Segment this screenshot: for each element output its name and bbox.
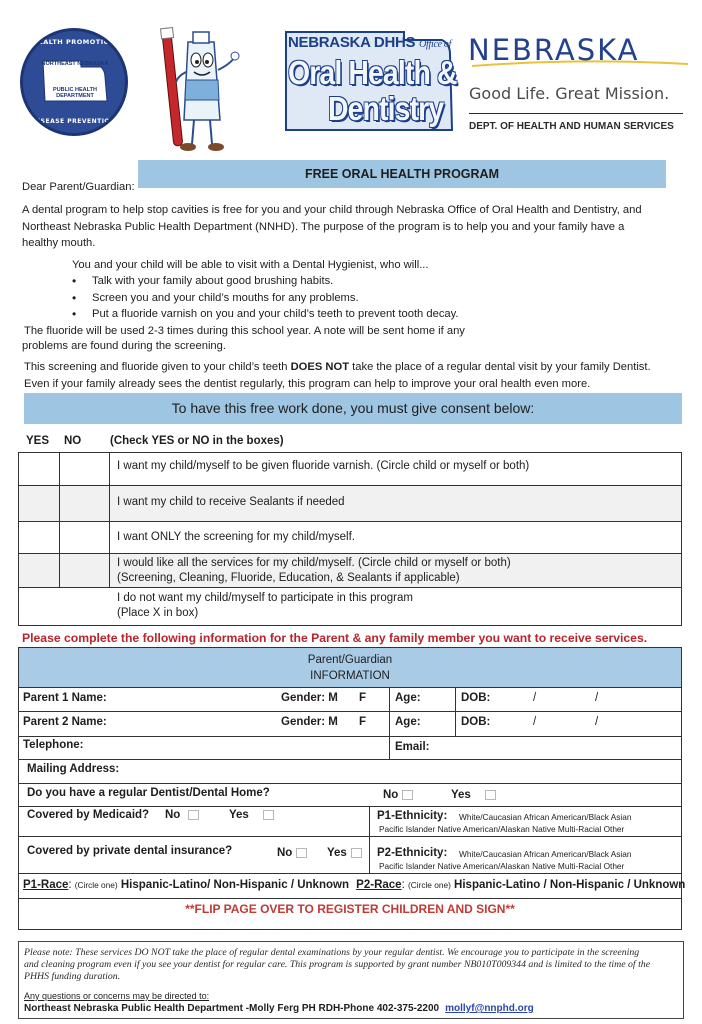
info-table-header: Parent/Guardian INFORMATION (19, 648, 681, 688)
race-row: P1-Race: (Circle one) Hispanic-Latino/ Non-Hispanic / Unknown P2-Race: (Circle one) Hispanic-Latino / Non-Hispanic / Unknown (23, 879, 686, 891)
parent-1-age-label: Age: (395, 692, 421, 704)
telephone-label: Telephone: (23, 739, 84, 751)
consent-banner: To have this free work done, you must give consent below: (24, 393, 682, 424)
medicaid-yes-checkbox[interactable] (263, 810, 274, 820)
paragraph-1-line-2: Northeast Nebraska Public Health Department (NNHD). The purpose of the program is to help you and your family have a (22, 221, 625, 233)
bullet-item: • Screen you and your child’s mouths for any problems. (92, 291, 359, 306)
footer-note-box (18, 941, 684, 1019)
hygienist-intro: You and your child will be able to visit with a Dental Hygienist, who will... (72, 259, 429, 271)
yes-column-header: YES (26, 435, 50, 447)
oral-health-logo-top: NEBRASKA DHHS Office of (288, 34, 452, 51)
medicaid-yes-option[interactable]: Yes (229, 809, 274, 821)
private-no-option[interactable]: No (277, 847, 307, 859)
medicaid-question: Covered by Medicaid? (27, 809, 150, 821)
nebraska-tagline: Good Life. Great Mission. (469, 84, 670, 103)
mailing-address-label: Mailing Address: (27, 763, 120, 775)
consent-option-sublabel: (Screening, Cleaning, Fluoride, Education, & Sealants if applicable) (117, 572, 460, 584)
nebraska-map-icon (39, 53, 111, 113)
p2-ethnicity-label: P2-Ethnicity: (377, 847, 448, 859)
dentist-no-option[interactable]: No (383, 789, 413, 801)
email-field[interactable] (439, 738, 679, 758)
dentist-no-checkbox[interactable] (402, 790, 413, 800)
footer-note-line-3: PHHS funding duration. (24, 971, 121, 982)
nebraska-divider (469, 113, 683, 114)
screening-yes-checkbox[interactable] (19, 522, 60, 553)
program-title-banner: FREE ORAL HEALTH PROGRAM (138, 160, 666, 188)
p1-race-options[interactable]: Hispanic-Latino/ Non-Hispanic / Unknown (120, 879, 349, 891)
p1-race-label: P1-Race (23, 879, 69, 891)
paragraph-1-line-3: healthy mouth. (22, 237, 96, 249)
consent-row-screening (19, 522, 681, 554)
consent-option-label: I want my child to receive Sealants if needed (117, 496, 345, 508)
parent-2-name-field[interactable] (119, 714, 269, 734)
parent-1-gender-label: Gender: M (281, 692, 338, 704)
p2-ethnicity-options-1[interactable]: White/Caucasian African American/Black Asian (459, 849, 632, 859)
questions-line: Any questions or concerns may be directed to: (24, 991, 210, 1001)
dob-separator: / (595, 692, 599, 704)
seal-bottom-text: DISEASE PREVENTION (32, 118, 116, 125)
nebraska-swoosh-icon (470, 60, 690, 68)
consent-row-fluoride (19, 453, 681, 486)
dob-separator: / (533, 716, 537, 728)
private-yes-option[interactable]: Yes (327, 847, 362, 859)
consent-option-label: I would like all the services for my child/myself. (Circle child or myself or both) (117, 557, 511, 569)
fluoride-line-1: The fluoride will be used 2-3 times during this school year. A note will be sent home if any (24, 325, 465, 337)
dentist-yes-checkbox[interactable] (485, 790, 496, 800)
oral-health-logo-line1: Oral Health & (288, 54, 457, 91)
flip-page-notice: **FLIP PAGE OVER TO REGISTER CHILDREN AND SIGN** (185, 902, 515, 916)
parent-2-age-label: Age: (395, 716, 421, 728)
parent-1-dob-label: DOB: (461, 692, 491, 704)
parent-info-table (18, 647, 686, 930)
complete-info-notice: Please complete the following information for the Parent & any family member you want to receive services. (22, 631, 648, 645)
nebraska-wordmark: NEBRASKA (468, 33, 640, 67)
parent-2-name-label: Parent 2 Name: (23, 716, 107, 728)
dob-separator: / (533, 692, 537, 704)
consent-option-label: I do not want my child/myself to participate in this program (117, 592, 413, 604)
consent-instruction: (Check YES or NO in the boxes) (110, 435, 284, 447)
fluoride-no-checkbox[interactable] (60, 453, 110, 485)
footer-note-line-2: and cleaning program even if you see your dentist for regular care. This program is supported by grant number NB010T009344 and is limited to the time of the (24, 959, 651, 970)
p2-ethnicity-options-2[interactable]: Pacific Islander Native American/Alaskan Native Multi-Racial Other (379, 861, 625, 871)
consent-option-label: I want ONLY the screening for my child/myself. (117, 531, 355, 543)
all-services-no-checkbox[interactable] (60, 554, 110, 587)
screening-no-checkbox[interactable] (60, 522, 110, 553)
parent-1-gender-f[interactable]: F (359, 692, 367, 704)
fluoride-line-2: problems are found during the screening. (22, 340, 226, 352)
consent-row-all-services (19, 554, 681, 588)
telephone-field[interactable] (99, 738, 379, 758)
contact-email-link[interactable]: mollyf@nnphd.org (445, 1003, 534, 1014)
toothbrush-mascot-icon (150, 20, 250, 160)
even-if-note: Even if your family already sees the dentist regularly, this program can help to improve your oral health even more. (24, 378, 591, 390)
dentist-yes-option[interactable]: Yes (451, 789, 496, 801)
contact-line: Northeast Nebraska Public Health Department -Molly Ferg PH RDH-Phone 402-375-2200 mollyf@nnphd.org (24, 1003, 534, 1014)
private-no-checkbox[interactable] (296, 848, 307, 858)
consent-table (18, 452, 682, 626)
email-label: Email: (395, 741, 430, 753)
consent-row-sealants (19, 486, 681, 522)
fluoride-yes-checkbox[interactable] (19, 453, 60, 485)
decline-checkbox[interactable] (19, 588, 110, 625)
consent-option-label: I want my child/myself to be given fluoride varnish. (Circle child or myself or both) (117, 460, 530, 472)
p2-race-label: P2-Race (356, 879, 402, 891)
regular-dentist-question: Do you have a regular Dentist/Dental Home? (27, 787, 270, 799)
seal-top-text: HEALTH PROMOTION (32, 38, 116, 46)
bullet-item: • Talk with your family about good brushing habits. (92, 274, 333, 289)
medicaid-no-option[interactable]: No (165, 809, 199, 821)
consent-option-sublabel: (Place X in box) (117, 607, 199, 619)
p1-ethnicity-options-2[interactable]: Pacific Islander Native American/Alaskan Native Multi-Racial Other (379, 824, 625, 834)
health-department-seal (20, 28, 128, 136)
parent-2-gender-f[interactable]: F (359, 716, 367, 728)
no-column-header: NO (64, 435, 82, 447)
p1-ethnicity-options-1[interactable]: White/Caucasian African American/Black Asian (459, 812, 632, 822)
p2-race-options[interactable]: Hispanic-Latino / Non-Hispanic / Unknown (454, 879, 686, 891)
dob-separator: / (595, 716, 599, 728)
not-replacement-note: This screening and fluoride given to your child’s teeth DOES NOT take the place of a regular dental visit by your family Dentist. (24, 361, 651, 373)
oral-health-dentistry-logo (284, 30, 457, 134)
greeting: Dear Parent/Guardian: (22, 181, 135, 193)
paragraph-1-line-1: A dental program to help stop cavities is free for you and your child through Nebraska Office of Oral Health and Dentistry, and (22, 204, 642, 216)
sealants-no-checkbox[interactable] (60, 486, 110, 521)
bullet-item: • Put a fluoride varnish on you and your child’s teeth to prevent tooth decay. (92, 307, 459, 322)
p1-ethnicity-label: P1-Ethnicity: (377, 810, 448, 822)
nebraska-dept: DEPT. OF HEALTH AND HUMAN SERVICES (469, 121, 674, 132)
footer-note-line-1: Please note: These services DO NOT take the place of regular dental examinations by your regular dentist. We encourage you to participate in the screening (24, 947, 640, 958)
parent-2-dob-label: DOB: (461, 716, 491, 728)
parent-1-name-label: Parent 1 Name: (23, 692, 107, 704)
oral-health-logo-line2: Dentistry (328, 90, 444, 127)
sealants-yes-checkbox[interactable] (19, 486, 60, 521)
parent-1-name-field[interactable] (119, 690, 269, 710)
seal-inner-bottom: PUBLIC HEALTH DEPARTMENT (53, 87, 97, 99)
parent-2-gender-label: Gender: M (281, 716, 338, 728)
private-yes-checkbox[interactable] (351, 848, 362, 858)
private-insurance-question: Covered by private dental insurance? (27, 845, 233, 857)
all-services-yes-checkbox[interactable] (19, 554, 60, 587)
seal-inner-top: NORTHEAST NEBRASKA (41, 61, 109, 67)
mailing-address-field[interactable] (129, 761, 669, 781)
medicaid-no-checkbox[interactable] (188, 810, 199, 820)
consent-row-decline (19, 588, 681, 625)
